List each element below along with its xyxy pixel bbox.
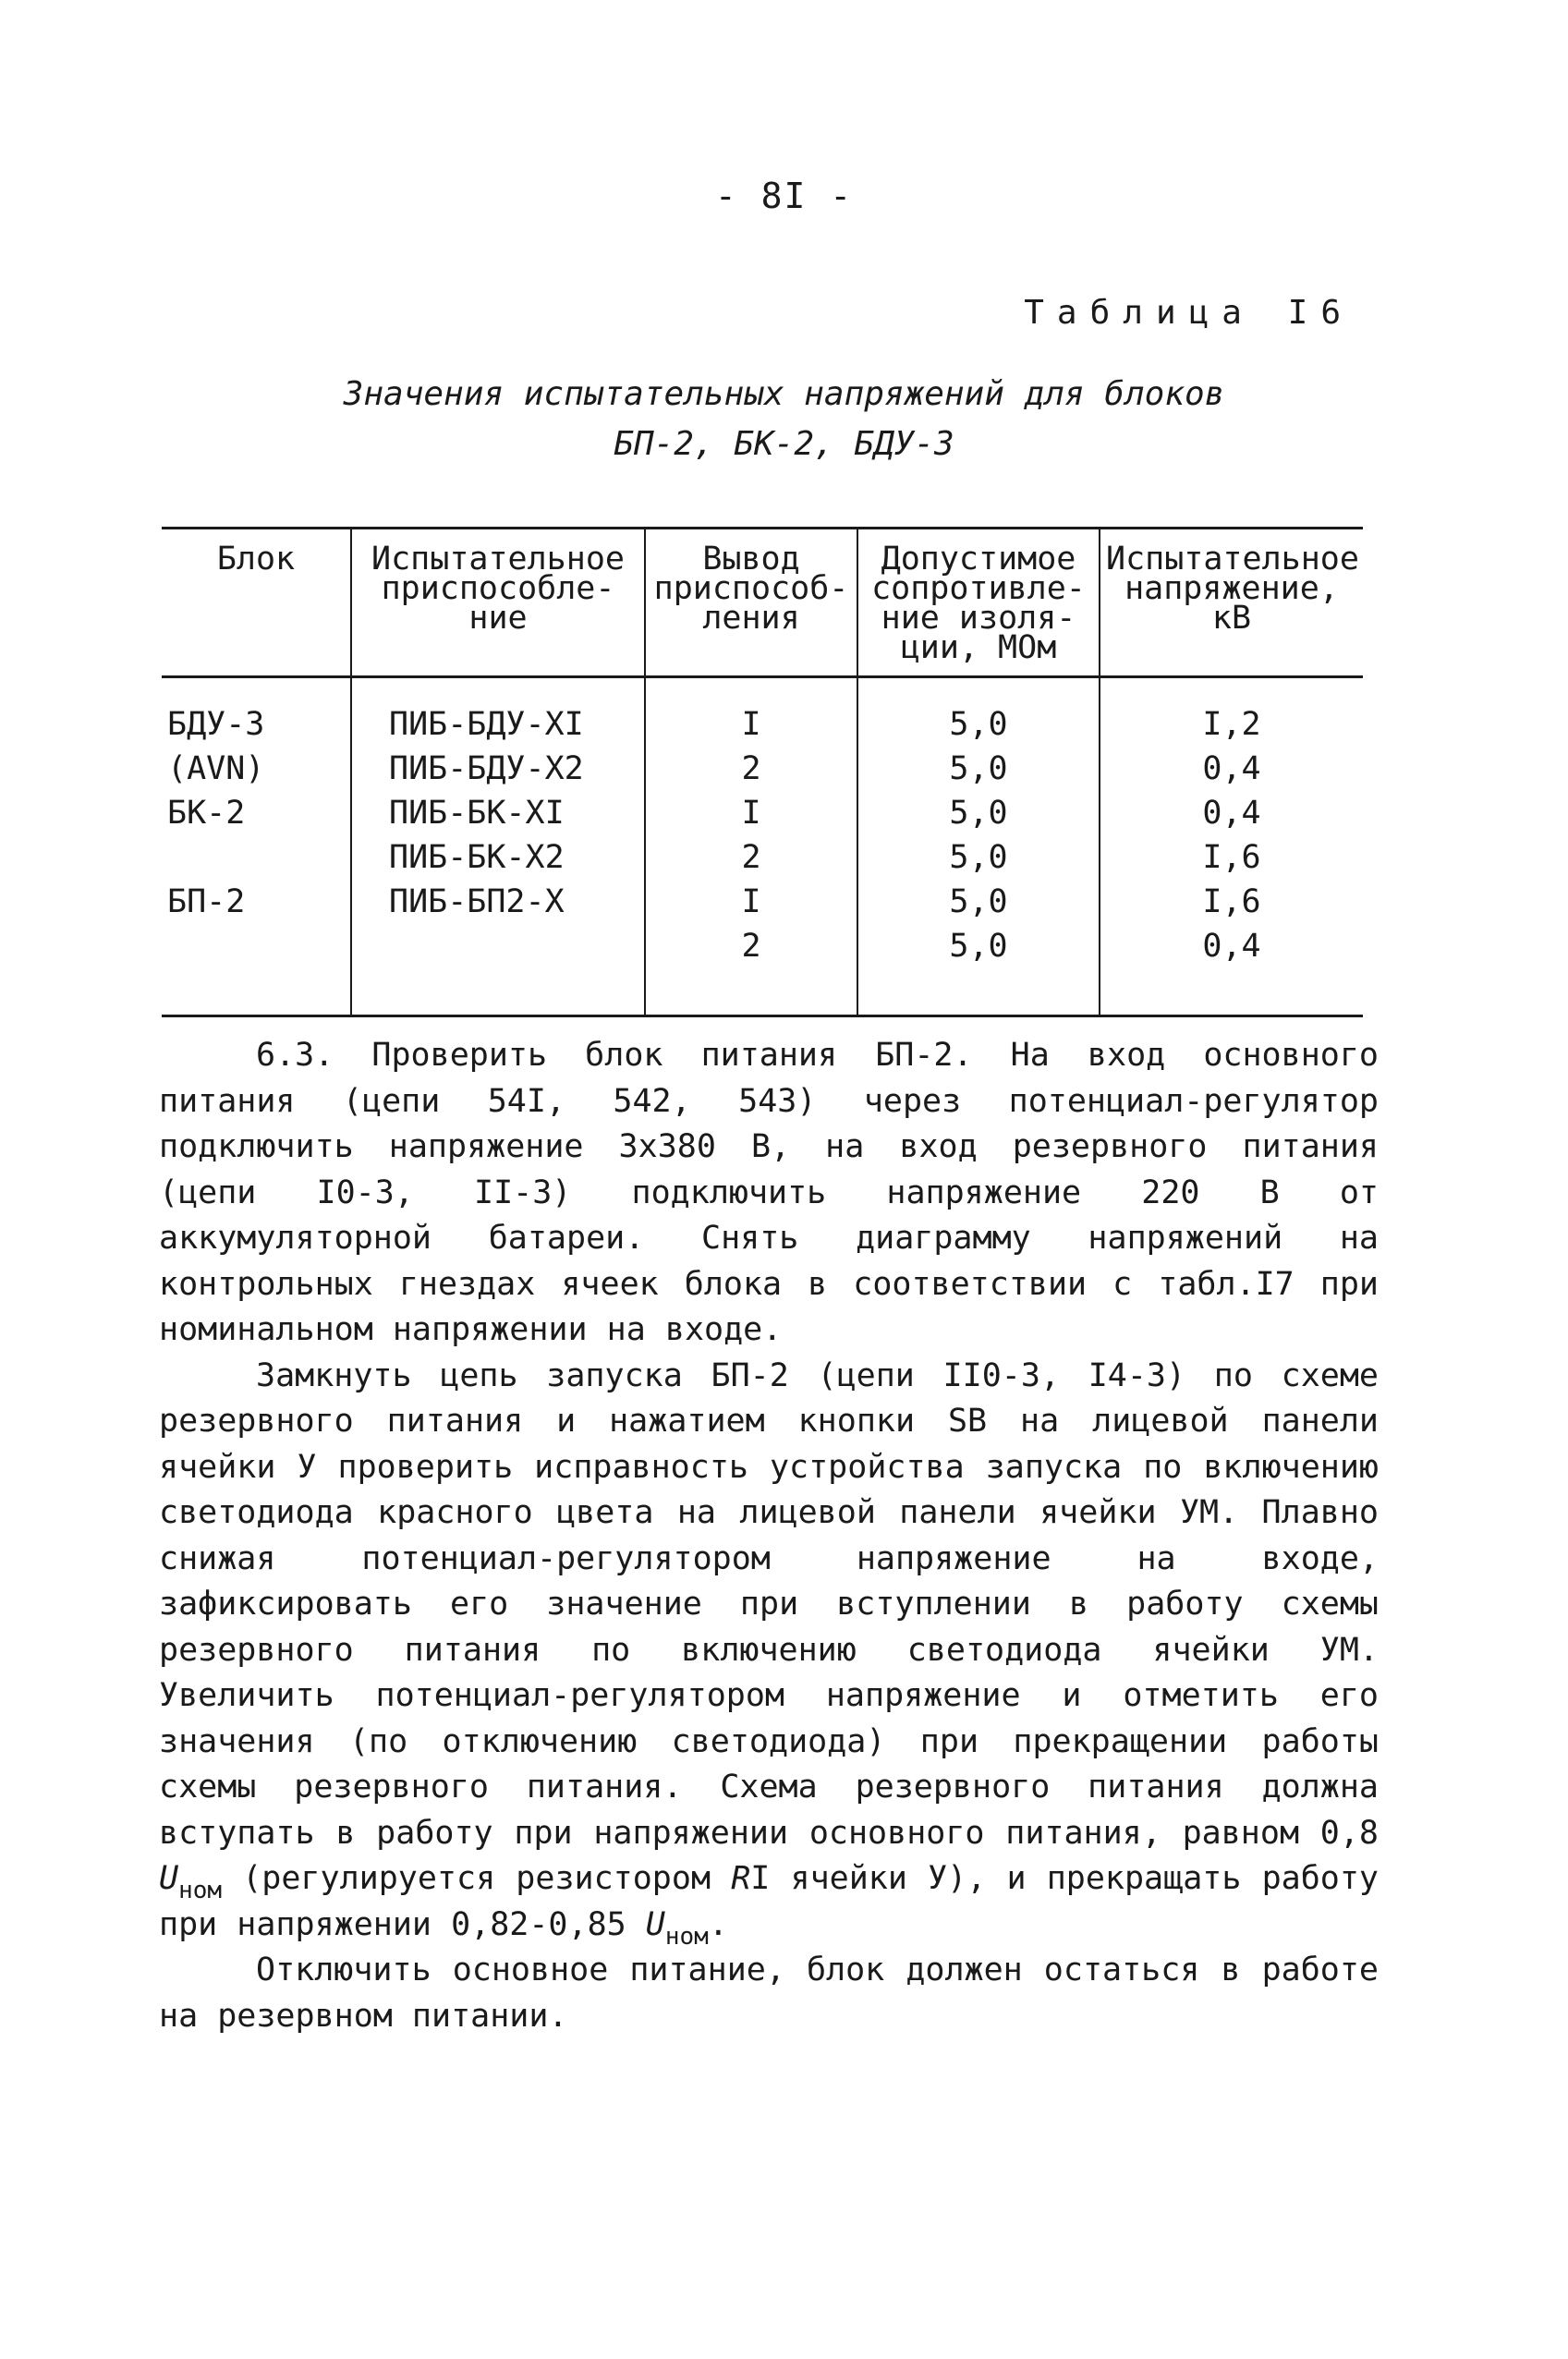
header-test-voltage: Испытательное напряжение, кВ xyxy=(1100,529,1363,677)
table-row xyxy=(162,880,1363,924)
header-test-device: Испытательное приспособле- ние xyxy=(351,529,645,677)
table-row xyxy=(162,924,1363,1016)
cell-voltage: 0,4 xyxy=(1100,924,1363,1016)
test-voltage-table xyxy=(162,527,1363,1017)
cell-device xyxy=(351,924,645,1016)
cell-output: 2 xyxy=(645,835,857,880)
cell-device: ПИБ-БП2-Х xyxy=(351,880,645,924)
table-row xyxy=(162,791,1363,835)
cell-voltage: I,2 xyxy=(1100,677,1363,748)
header-device-output: Вывод приспособ- ления xyxy=(645,529,857,677)
table-row xyxy=(162,747,1363,791)
cell-resistance: 5,0 xyxy=(857,747,1100,791)
cell-device: ПИБ-БДУ-Х2 xyxy=(351,747,645,791)
cell-block: БП-2 xyxy=(167,883,246,920)
cell-device: ПИБ-БДУ-XI xyxy=(351,677,645,748)
resistor-symbol: R xyxy=(731,1860,751,1897)
cell-resistance: 5,0 xyxy=(857,791,1100,835)
cell-resistance: 5,0 xyxy=(857,924,1100,1016)
page-number: - 8I - xyxy=(714,176,854,216)
table-header-row xyxy=(162,529,1363,677)
cell-output: I xyxy=(645,880,857,924)
header-block: Блок xyxy=(162,529,351,677)
cell-voltage: I,6 xyxy=(1100,880,1363,924)
cell-block: (AVN) xyxy=(167,750,265,787)
cell-output: I xyxy=(645,677,857,748)
table-row xyxy=(162,677,1363,748)
cell-block: БК-2 xyxy=(167,795,246,832)
cell-output: I xyxy=(645,791,857,835)
cell-block xyxy=(162,924,351,1016)
paragraph-startup-check: Замкнуть цепь запуска БП-2 (цепи II0-3, I4-3) по схеме резервного питания и нажатием кнопки SB на лицевой панели ячейки У проверить исправность устройства запуска по включению светодиода красного цвета на лицевой панели ячейки УМ. Плавно снижая потенциал-регулятором напряжение на входе, зафиксировать его значение при вступлении в работу схемы резервного питания по включению светодиода ячейки УМ. Увеличить потенциал-регулятором напряжение и отметить его значения (по отключению светодиода) при прекращении работы схемы резервного питания. Схема резервного питания должна вступать в работу при напряжении основного питания, равном 0,8 $U_{ном}$ (регулируется резистором RI ячейки У), и прекращать работу при напряжении 0,82-0,85 $U_{ном}$. xyxy=(159,1356,1380,1951)
body-text xyxy=(159,1033,1379,2039)
paragraph-disconnect: Отключить основное питание, блок должен остаться в работе на резервном питании. xyxy=(159,1952,1379,2035)
cell-block xyxy=(162,835,351,880)
cell-resistance: 5,0 xyxy=(857,880,1100,924)
cell-output: 2 xyxy=(645,924,857,1016)
u-nominal-symbol: U xyxy=(645,1905,665,1943)
cell-resistance: 5,0 xyxy=(857,677,1100,748)
u-nominal-symbol: U xyxy=(159,1860,179,1897)
cell-device: ПИБ-БК-XI xyxy=(351,791,645,835)
cell-voltage: 0,4 xyxy=(1100,791,1363,835)
cell-voltage: I,6 xyxy=(1100,835,1363,880)
cell-device: ПИБ-БК-Х2 xyxy=(351,835,645,880)
table-title-line-1: Значения испытательных напряжений для блоков xyxy=(343,375,1225,413)
table-title-line-2: БП-2, БК-2, БДУ-3 xyxy=(614,425,954,463)
paragraph-6-3: 6.3. Проверить блок питания БП-2. На вход основного питания (цепи 54I, 542, 543) через потенциал-регулятор подключить напряжение 3х380 В, на вход резервного питания (цепи I0-3, II-3) подключить напряжение 220 В от аккумуляторной батареи. Снять диаграмму напряжений на контрольных гнездах ячеек блока в соответствии с табл.I7 при номинальном напряжении на входе. xyxy=(159,1037,1379,1348)
u-nominal-subscript: ном xyxy=(664,1922,709,1951)
cell-output: 2 xyxy=(645,747,857,791)
table-label: Таблица I6 xyxy=(1024,294,1354,332)
cell-block: БДУ-3 xyxy=(167,706,265,743)
header-insulation-resistance: Допустимое сопротивле- ние изоля- ции, МОм xyxy=(857,529,1100,677)
u-nominal-subscript: ном xyxy=(178,1877,223,1904)
cell-voltage: 0,4 xyxy=(1100,747,1363,791)
table-row xyxy=(162,835,1363,880)
cell-resistance: 5,0 xyxy=(857,835,1100,880)
table-title xyxy=(0,370,1568,469)
